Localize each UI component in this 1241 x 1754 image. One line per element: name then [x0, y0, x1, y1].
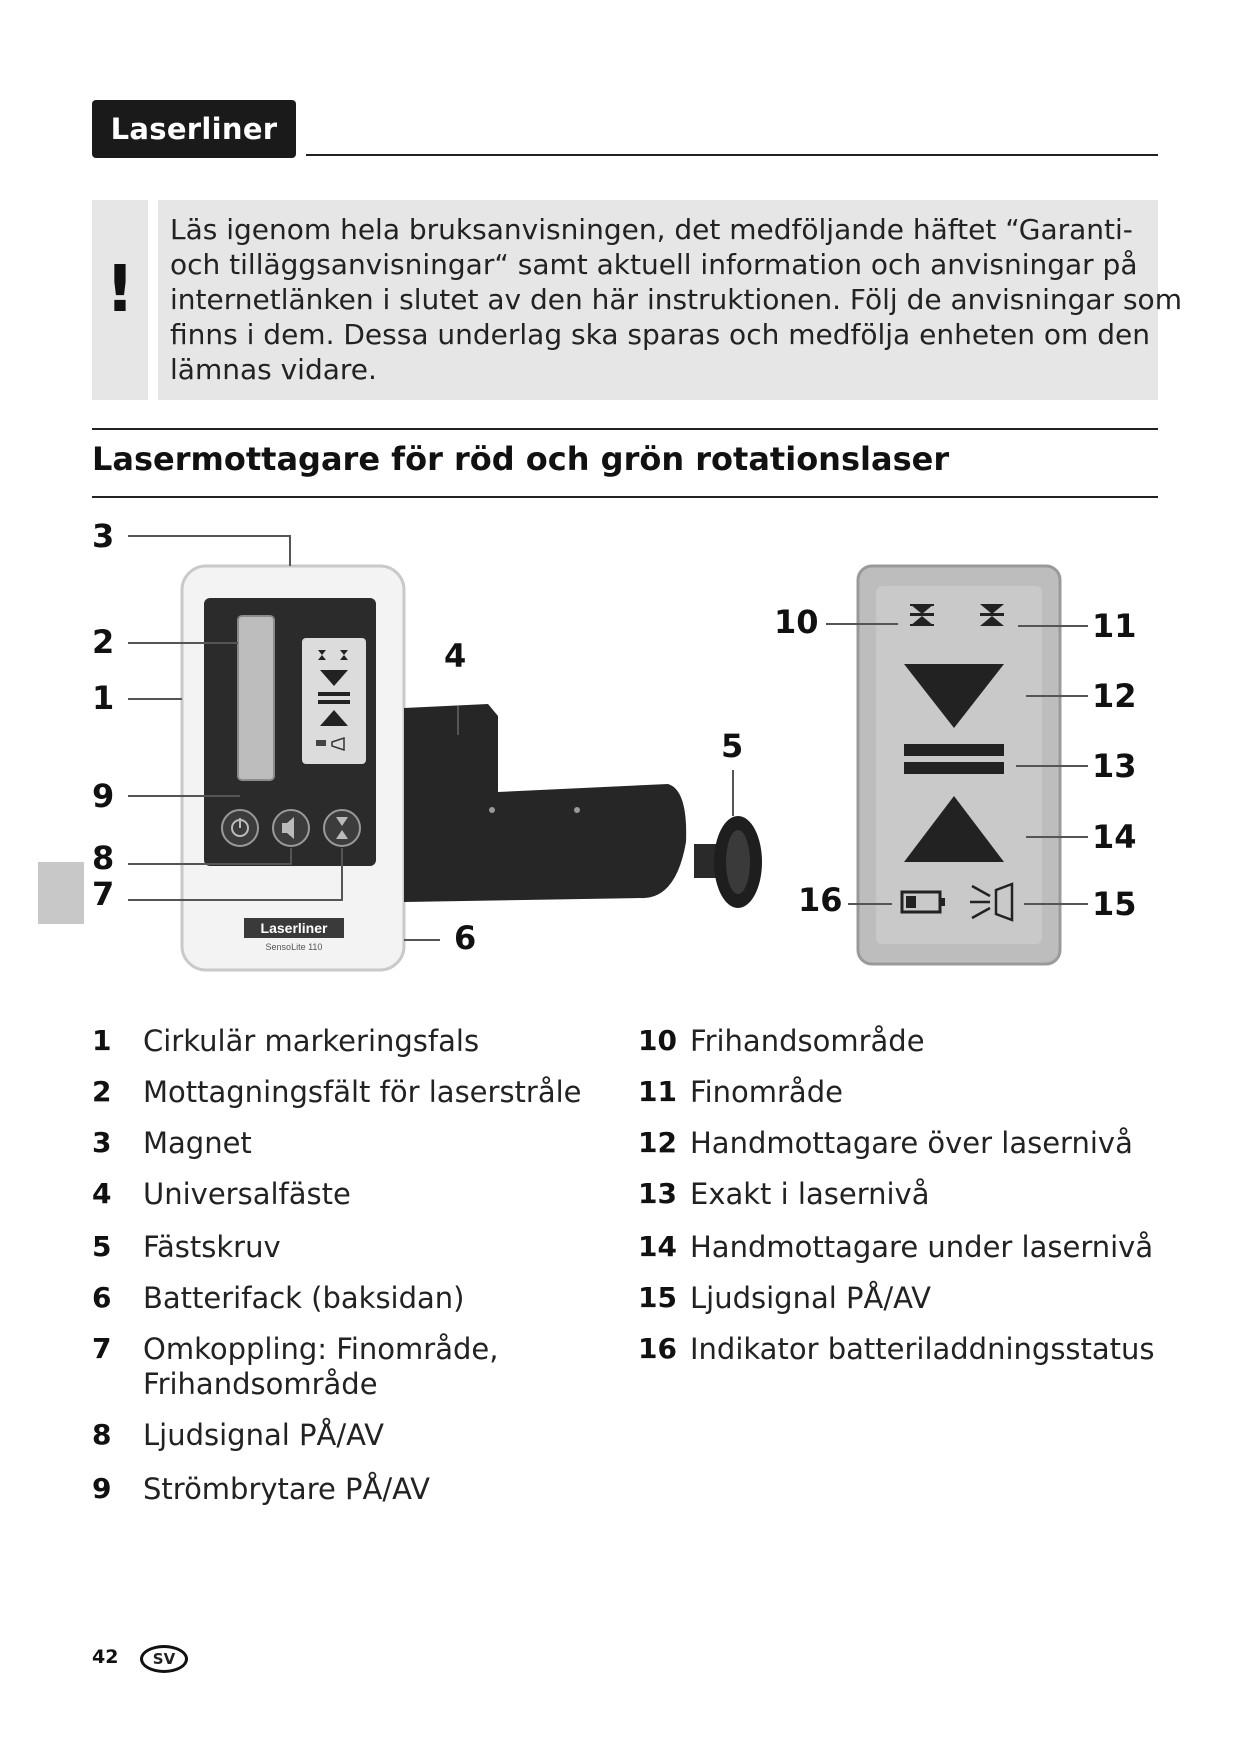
callout-2: 2: [92, 623, 115, 661]
part-number: 8: [92, 1418, 112, 1451]
part-label: Exakt i lasernivå: [690, 1177, 930, 1211]
part-number: 4: [92, 1177, 112, 1210]
part-number: 13: [638, 1177, 677, 1210]
callout-5: 5: [721, 727, 744, 765]
part-label: Handmottagare över lasernivå: [690, 1126, 1133, 1160]
part-label: Indikator batteriladdningsstatus: [690, 1332, 1155, 1366]
callout-9: 9: [92, 777, 115, 815]
part-label: Fästskruv: [143, 1230, 281, 1264]
callout-16: 16: [798, 881, 843, 919]
callout-12: 12: [1092, 677, 1137, 715]
exclamation-icon: !: [105, 253, 135, 327]
part-number: 14: [638, 1230, 677, 1263]
part-label: Ljudsignal PÅ/AV: [690, 1281, 931, 1315]
callout-7: 7: [92, 875, 115, 913]
notice-line: Läs igenom hela bruksanvisningen, det medföljande häftet “Garanti-: [170, 213, 1133, 246]
part-number: 10: [638, 1024, 677, 1057]
language-badge: SV: [140, 1645, 188, 1673]
notice-line: lämnas vidare.: [170, 353, 377, 386]
callout-8: 8: [92, 839, 115, 877]
callout-11: 11: [1092, 607, 1137, 645]
part-number: 12: [638, 1126, 677, 1159]
part-number: 2: [92, 1075, 112, 1108]
fixing-screw: [694, 816, 762, 908]
part-number: 7: [92, 1332, 112, 1365]
part-number: 5: [92, 1230, 112, 1263]
part-label: Omkoppling: Finområde,: [143, 1332, 499, 1366]
part-label: Mottagningsfält för laserstråle: [143, 1075, 582, 1109]
part-label: Universalfäste: [143, 1177, 351, 1211]
part-label: Frihandsområde: [143, 1367, 378, 1401]
callout-6: 6: [454, 919, 477, 957]
callout-14: 14: [1092, 818, 1137, 856]
part-label: Batterifack (baksidan): [143, 1281, 465, 1315]
callout-15: 15: [1092, 885, 1137, 923]
notice-line: finns i dem. Dessa underlag ska sparas och medfölja enheten om den: [170, 318, 1150, 351]
part-label: Strömbrytare PÅ/AV: [143, 1472, 430, 1506]
part-label: Frihandsområde: [690, 1024, 925, 1058]
reception-field: [238, 616, 274, 780]
receiver-device: [182, 566, 404, 970]
device-model: SensoLite 110: [265, 942, 323, 952]
callout-3: 3: [92, 517, 115, 555]
part-label: Magnet: [143, 1126, 252, 1160]
part-number: 1: [92, 1024, 112, 1057]
part-label: Cirkulär markeringsfals: [143, 1024, 480, 1058]
callout-13: 13: [1092, 747, 1137, 785]
notice-line: internetlänken i slutet av den här instruktionen. Följ de anvisningar som: [170, 283, 1182, 316]
part-number: 15: [638, 1281, 677, 1314]
part-label: Finområde: [690, 1075, 843, 1109]
callout-4: 4: [444, 637, 467, 675]
part-number: 9: [92, 1472, 112, 1505]
section-title: Lasermottagare för röd och grön rotationslaser: [92, 440, 950, 478]
callout-10: 10: [774, 603, 819, 641]
part-label: Handmottagare under lasernivå: [690, 1230, 1154, 1264]
brand-logo: Laserliner: [92, 100, 296, 158]
page-number: 42: [92, 1646, 119, 1668]
part-label: Ljudsignal PÅ/AV: [143, 1418, 384, 1452]
notice-line: och tilläggsanvisningar“ samt aktuell information och anvisningar på: [170, 248, 1138, 281]
part-number: 16: [638, 1332, 677, 1365]
mode-button: [324, 810, 360, 846]
universal-bracket: [404, 704, 686, 902]
device-brand: Laserliner: [260, 920, 328, 936]
part-number: 11: [638, 1075, 677, 1108]
part-number: 3: [92, 1126, 112, 1159]
callout-1: 1: [92, 679, 115, 717]
part-number: 6: [92, 1281, 112, 1314]
